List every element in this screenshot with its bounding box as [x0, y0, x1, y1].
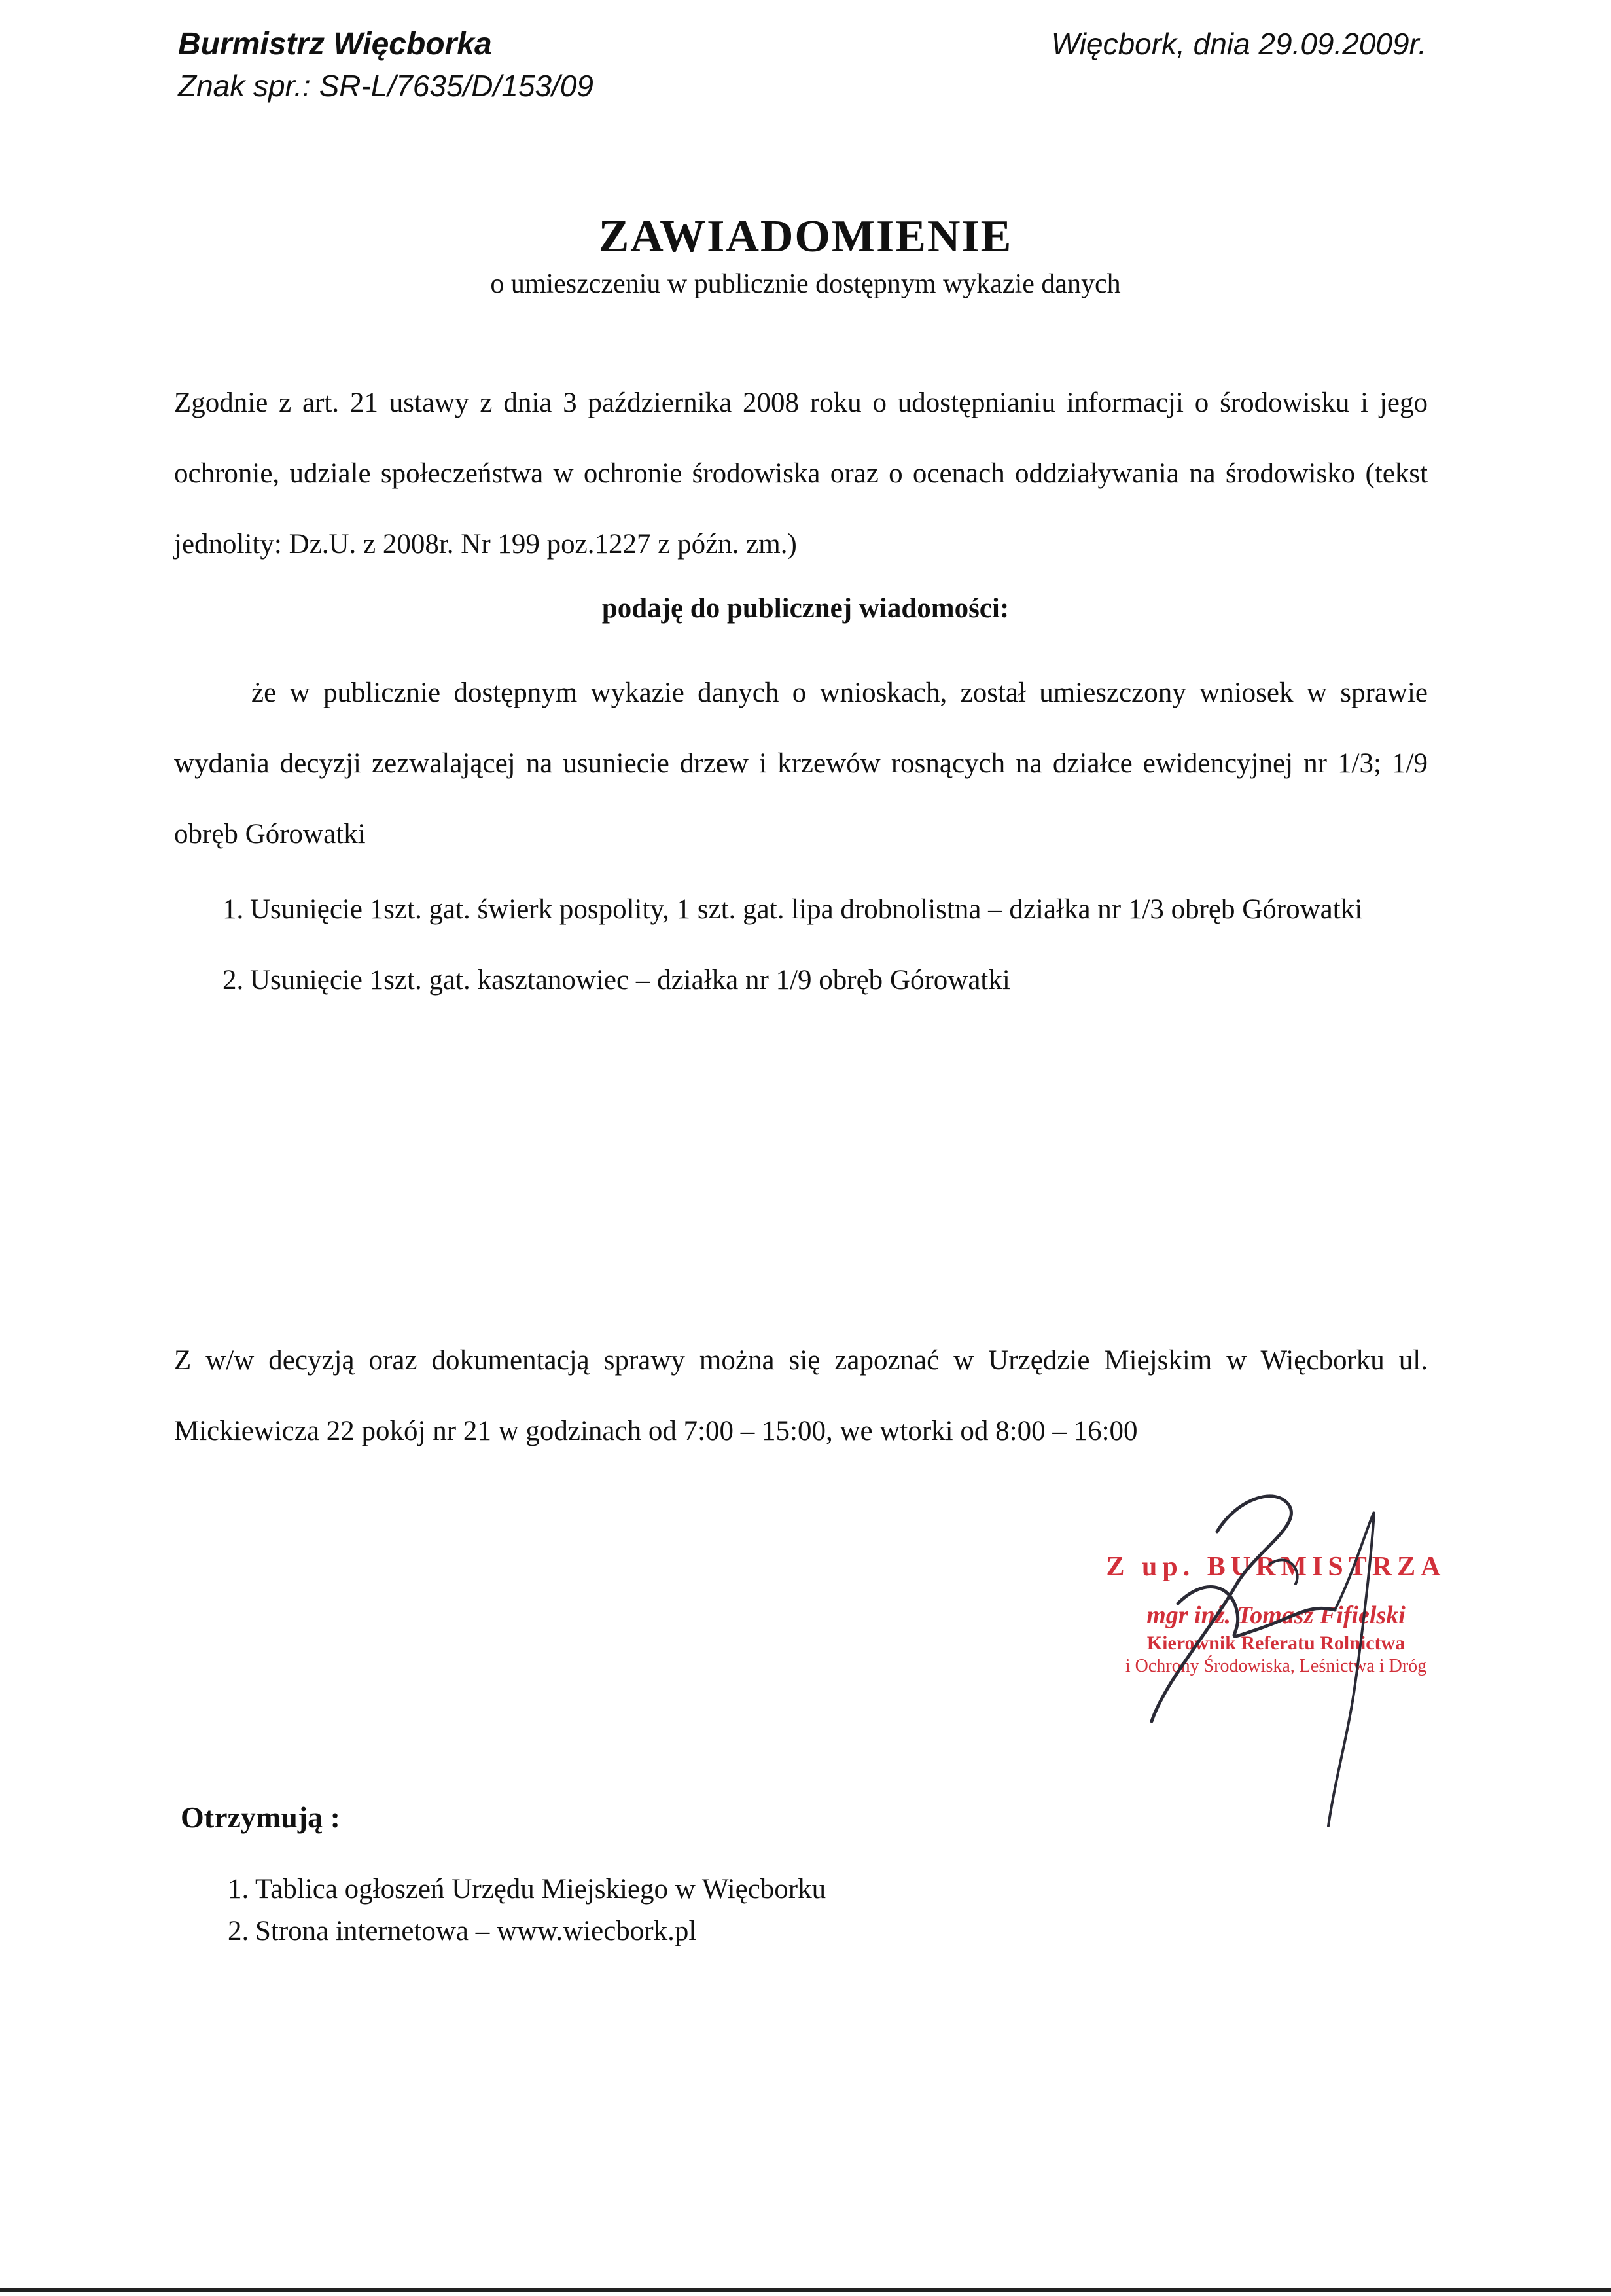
tree-removal-list — [222, 874, 1428, 1016]
handwritten-signature — [1139, 1473, 1479, 1839]
scan-edge-rule — [0, 2288, 1611, 2292]
document-subtitle: o umieszczeniu w publicznie dostępnym wykazie danych — [490, 269, 1121, 299]
stamp-line-name: mgr inż. Tomasz Fifielski — [1146, 1602, 1406, 1629]
list-item-number: 2. — [222, 965, 244, 996]
list-item — [222, 874, 1428, 945]
notice-paragraph: że w publicznie dostępnym wykazie danych o wnioskach, został umieszczony wniosek w sprawie wydania decyzji zezwalającej na usuniecie drzew i krzewów rosnących na działce ewidencyjnej nr 1/3; 1/9 obręb Górowatki — [174, 677, 1428, 850]
declaration-heading: podaję do publicznej wiadomości: — [601, 593, 1010, 624]
recipients-heading: Otrzymują : — [181, 1801, 340, 1834]
recipients-list — [228, 1869, 1433, 1952]
list-item-text: Tablica ogłoszeń Urzędu Miejskiego w Więcborku — [255, 1874, 826, 1905]
list-item-text: Usunięcie 1szt. gat. kasztanowiec – działka nr 1/9 obręb Górowatki — [250, 965, 1010, 996]
list-item — [228, 1869, 1433, 1910]
office-hours-paragraph: Z w/w decyzją oraz dokumentacją sprawy można się zapoznać w Urzędzie Miejskim w Więcborku ul. Mickiewicza 22 pokój nr 21 w godzinach od 7:00 – 15:00, we wtorki od 8:00 – 16:00 — [174, 1345, 1428, 1446]
case-reference: Znak spr.: SR-L/7635/D/153/09 — [178, 69, 593, 103]
legal-basis-paragraph: Zgodnie z art. 21 ustawy z dnia 3 października 2008 roku o udostępnianiu informacji o środowisku i jego ochronie, udziale społeczeństwa w ochronie środowiska oraz o ocenach oddziaływania na środowisko (tekst jednolity: Dz.U. z 2008r. Nr 199 poz.1227 z późn. zm.) — [174, 387, 1428, 560]
place-and-date: Więcbork, dnia 29.09.2009r. — [1051, 27, 1426, 61]
list-item-text: Usunięcie 1szt. gat. świerk pospolity, 1 szt. gat. lipa drobnolistna – działka nr 1/3 obręb Górowatki — [250, 894, 1363, 925]
stamp-line-department: i Ochrony Środowiska, Leśnictwa i Dróg — [1125, 1656, 1427, 1676]
list-item — [222, 945, 1428, 1016]
list-item — [228, 1910, 1433, 1952]
list-item-number: 2. — [228, 1916, 249, 1946]
stamp-line-authority: Z up. BURMISTRZA — [1106, 1552, 1446, 1582]
list-item-text: Strona internetowa – www.wiecbork.pl — [255, 1916, 697, 1946]
list-item-number: 1. — [228, 1874, 249, 1905]
stamp-line-position: Kierownik Referatu Rolnictwa — [1146, 1632, 1406, 1654]
issuer-name: Burmistrz Więcborka — [178, 27, 492, 62]
list-item-number: 1. — [222, 894, 244, 925]
document-title: ZAWIADOMIENIE — [598, 211, 1013, 262]
